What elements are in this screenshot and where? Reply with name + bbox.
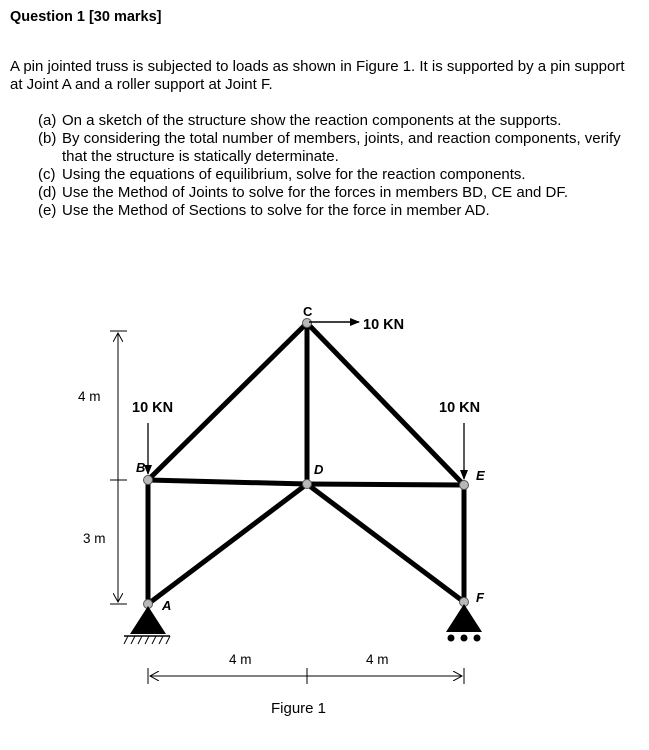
roller-wheel (461, 635, 468, 642)
joint-label-e: E (476, 468, 485, 483)
figure-caption: Figure 1 (271, 700, 327, 717)
joint-label-f: F (476, 590, 484, 605)
pin-support-triangle (130, 606, 166, 634)
dimension-left-span: 4 m (229, 652, 252, 667)
part-text: Use the Method of Sections to solve for the force in member AD. (62, 202, 490, 219)
horizontal-dimension (148, 668, 464, 684)
truss-members (148, 323, 464, 604)
part-label: (b) (38, 130, 57, 147)
question-part (38, 166, 633, 184)
roller-wheel (448, 635, 455, 642)
joint-d-pin (303, 480, 312, 489)
question-part (38, 130, 633, 166)
joint-label-b: B (136, 460, 146, 475)
load-label-e: 10 KN (439, 400, 481, 416)
dimension-right-span: 4 m (366, 652, 389, 667)
joint-label-a: A (162, 598, 172, 613)
part-text: By considering the total number of members, joints, and reaction components, verify that the structure is statically determinate. (62, 130, 621, 165)
roller-wheel (474, 635, 481, 642)
load-label-b: 10 KN (132, 400, 174, 416)
part-text: Using the equations of equilibrium, solve for the reaction components. (62, 166, 526, 183)
question-intro: A pin jointed truss is subjected to loads as shown in Figure 1. It is supported by a pin support at Joint A and a roller support at Joint F. (10, 58, 625, 93)
question-parts-list (38, 112, 633, 220)
part-label: (e) (38, 202, 57, 219)
roller-support (446, 604, 482, 642)
question-heading: Question 1 [30 marks] (10, 9, 162, 25)
question-part (38, 112, 633, 130)
joint-b-pin (144, 476, 153, 485)
question-part (38, 202, 633, 220)
part-label: (d) (38, 184, 57, 201)
part-text: Use the Method of Joints to solve for the forces in members BD, CE and DF. (62, 184, 569, 201)
dimension-upper-height: 4 m (78, 389, 101, 404)
member-de (307, 484, 464, 485)
member-ad (148, 484, 307, 604)
member-df (307, 484, 464, 602)
truss-figure (0, 290, 649, 740)
part-text: On a sketch of the structure show the reaction components at the supports. (62, 112, 562, 129)
vertical-dimension (110, 331, 127, 604)
joint-e-pin (460, 481, 469, 490)
dimension-lower-height: 3 m (83, 531, 106, 546)
question-part (38, 184, 633, 202)
joint-label-d: D (314, 462, 324, 477)
joint-c-pin (303, 319, 312, 328)
joint-label-c: C (303, 304, 313, 319)
member-bd (148, 480, 307, 484)
ground-hatching (124, 636, 170, 644)
part-label: (a) (38, 112, 57, 129)
roller-support-triangle (446, 604, 482, 632)
load-label-c: 10 KN (363, 317, 405, 333)
part-label: (c) (38, 166, 56, 183)
